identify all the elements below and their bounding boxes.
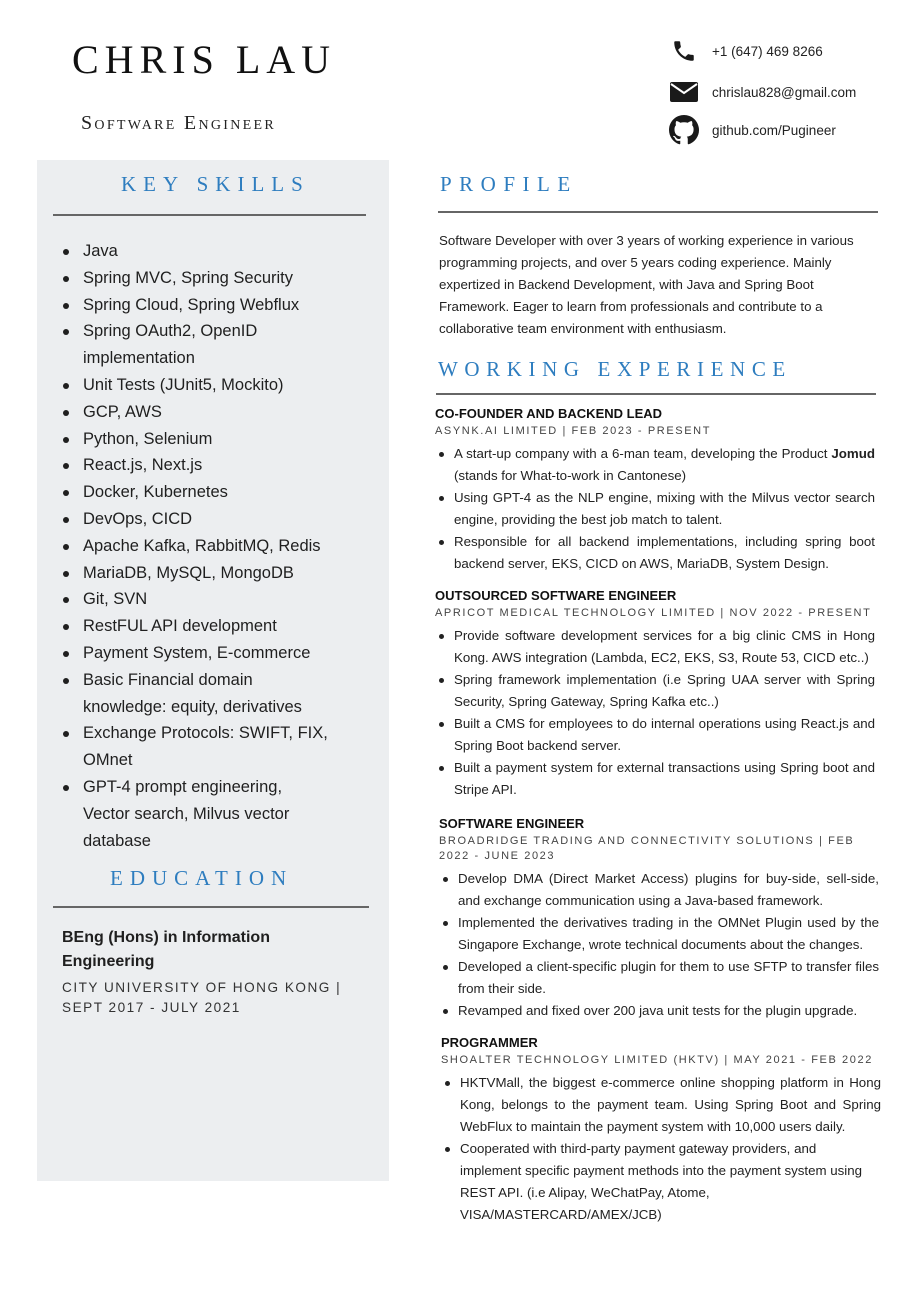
skill-item: Docker, Kubernetes xyxy=(62,479,332,506)
skill-item: React.js, Next.js xyxy=(62,452,332,479)
job-bullet: Revamped and fixed over 200 java unit tests for the plugin upgrade. xyxy=(439,1000,879,1022)
job-title: SOFTWARE ENGINEER xyxy=(439,816,585,831)
job-meta: SHOALTER TECHNOLOGY LIMITED (HKTV) | MAY 2021 - FEB 2022 xyxy=(441,1054,873,1066)
email-text[interactable]: chrislau828@gmail.com xyxy=(712,84,857,100)
job-meta: ASYNK.AI LIMITED | FEB 2023 - PRESENT xyxy=(435,425,712,437)
github-icon xyxy=(668,115,700,145)
skills-divider xyxy=(53,214,366,216)
skill-item: Basic Financial domain knowledge: equity, derivatives xyxy=(62,667,332,721)
job-title: OUTSOURCED SOFTWARE ENGINEER xyxy=(435,588,677,603)
job-entry xyxy=(441,1034,881,1226)
skill-item: Apache Kafka, RabbitMQ, Redis xyxy=(62,533,332,560)
education-degree: BEng (Hons) in Information Engineering xyxy=(62,929,270,970)
job-title: PROGRAMMER xyxy=(441,1035,538,1050)
job-bullets xyxy=(441,1072,881,1226)
product-name: Jomud xyxy=(831,446,875,461)
candidate-role xyxy=(81,112,276,135)
skill-item: Spring OAuth2, OpenID implementation xyxy=(62,318,332,372)
skill-item: Spring MVC, Spring Security xyxy=(62,265,332,292)
profile-heading: PROFILE xyxy=(440,172,578,196)
job-meta: APRICOT MEDICAL TECHNOLOGY LIMITED | NOV 2022 - PRESENT xyxy=(435,607,872,619)
job-bullet: Cooperated with third-party payment gateway providers, and implement specific payment methods into the payment system using REST API. (i.e Alipay, WeChatPay, Atome, VISA/MASTERCARD/AMEX/JCB) xyxy=(441,1138,881,1226)
skills-heading: KEY SKILLS xyxy=(121,172,310,196)
experience-divider xyxy=(436,393,876,395)
contact-phone xyxy=(668,36,823,66)
job-entry xyxy=(435,587,875,801)
skill-item: Exchange Protocols: SWIFT, FIX, OMnet xyxy=(62,720,332,774)
education-heading: EDUCATION xyxy=(110,866,294,890)
skill-item: RestFUL API development xyxy=(62,613,332,640)
skill-item: Unit Tests (JUnit5, Mockito) xyxy=(62,372,332,399)
candidate-name: CHRIS LAU xyxy=(72,37,337,82)
job-bullets xyxy=(439,868,879,1022)
skill-item: Java xyxy=(62,238,332,265)
skills-list xyxy=(62,238,332,854)
skill-item: GCP, AWS xyxy=(62,399,332,426)
profile-divider xyxy=(438,211,878,213)
job-bullet: Built a CMS for employees to do internal operations using React.js and Spring Boot backend server. xyxy=(435,713,875,757)
job-bullet: Using GPT-4 as the NLP engine, mixing with the Milvus vector search engine, providing the best job match to talent. xyxy=(435,487,875,531)
job-bullet: Developed a client-specific plugin for them to use SFTP to transfer files from their side. xyxy=(439,956,879,1000)
skill-item: GPT-4 prompt engineering, Vector search, Milvus vector database xyxy=(62,774,332,854)
job-bullet: A start-up company with a 6-man team, developing the Product Jomud (stands for What-to-work in Cantonese) xyxy=(435,443,875,487)
job-bullets xyxy=(435,443,875,575)
job-meta: BROADRIDGE TRADING AND CONNECTIVITY SOLUTIONS | FEB 2022 - JUNE 2023 xyxy=(439,835,855,862)
job-bullet: HKTVMall, the biggest e-commerce online shopping platform in Hong Kong, belongs to the payment team. Using Spring Boot and Spring WebFlux to maintain the payment system with 10,000 users daily. xyxy=(441,1072,881,1138)
phone-text[interactable]: +1 (647) 469 8266 xyxy=(712,43,823,59)
phone-icon xyxy=(668,36,700,66)
job-bullet: Provide software development services for a big clinic CMS in Hong Kong. AWS integration (Lambda, EC2, EKS, S3, Route 53, CICD etc..) xyxy=(435,625,875,669)
job-bullet: Develop DMA (Direct Market Access) plugins for buy-side, sell-side, and exchange communication using a Java-based framework. xyxy=(439,868,879,912)
github-text[interactable]: github.com/Pugineer xyxy=(712,122,836,138)
job-bullet: Spring framework implementation (i.e Spring UAA server with Spring Security, Spring Gateway, Spring Kafka etc..) xyxy=(435,669,875,713)
contact-github xyxy=(668,115,836,145)
skill-item: Spring Cloud, Spring Webflux xyxy=(62,292,332,319)
job-entry xyxy=(435,405,875,575)
job-bullets xyxy=(435,625,875,801)
experience-heading: WORKING EXPERIENCE xyxy=(438,357,792,381)
skill-item: Payment System, E-commerce xyxy=(62,640,332,667)
job-entry xyxy=(439,815,879,1022)
education-divider xyxy=(53,906,369,908)
education-school: CITY UNIVERSITY OF HONG KONG | SEPT 2017 - JULY 2021 xyxy=(62,980,342,1015)
mail-icon xyxy=(668,77,700,107)
role-text: Software Engineer xyxy=(81,112,276,134)
contact-email xyxy=(668,77,856,107)
job-bullet: Implemented the derivatives trading in the OMNet Plugin used by the Singapore Exchange, wrote technical documents about the changes. xyxy=(439,912,879,956)
skill-item: Git, SVN xyxy=(62,586,332,613)
profile-text: Software Developer with over 3 years of working experience in various programming projects, and over 5 years coding experience. Mainly expertized in Backend Development, with Java and Spring Boot Framework. Eager to learn from professionals and contribute to a collaborative team environment with enthusiasm. xyxy=(439,233,854,336)
job-bullet: Built a payment system for external transactions using Spring boot and Stripe API. xyxy=(435,757,875,801)
job-bullet: Responsible for all backend implementations, including spring boot backend server, EKS, CICD on AWS, MariaDB, System Design. xyxy=(435,531,875,575)
skill-item: MariaDB, MySQL, MongoDB xyxy=(62,560,332,587)
job-title: CO-FOUNDER AND BACKEND LEAD xyxy=(435,406,663,421)
skill-item: DevOps, CICD xyxy=(62,506,332,533)
skill-item: Python, Selenium xyxy=(62,426,332,453)
